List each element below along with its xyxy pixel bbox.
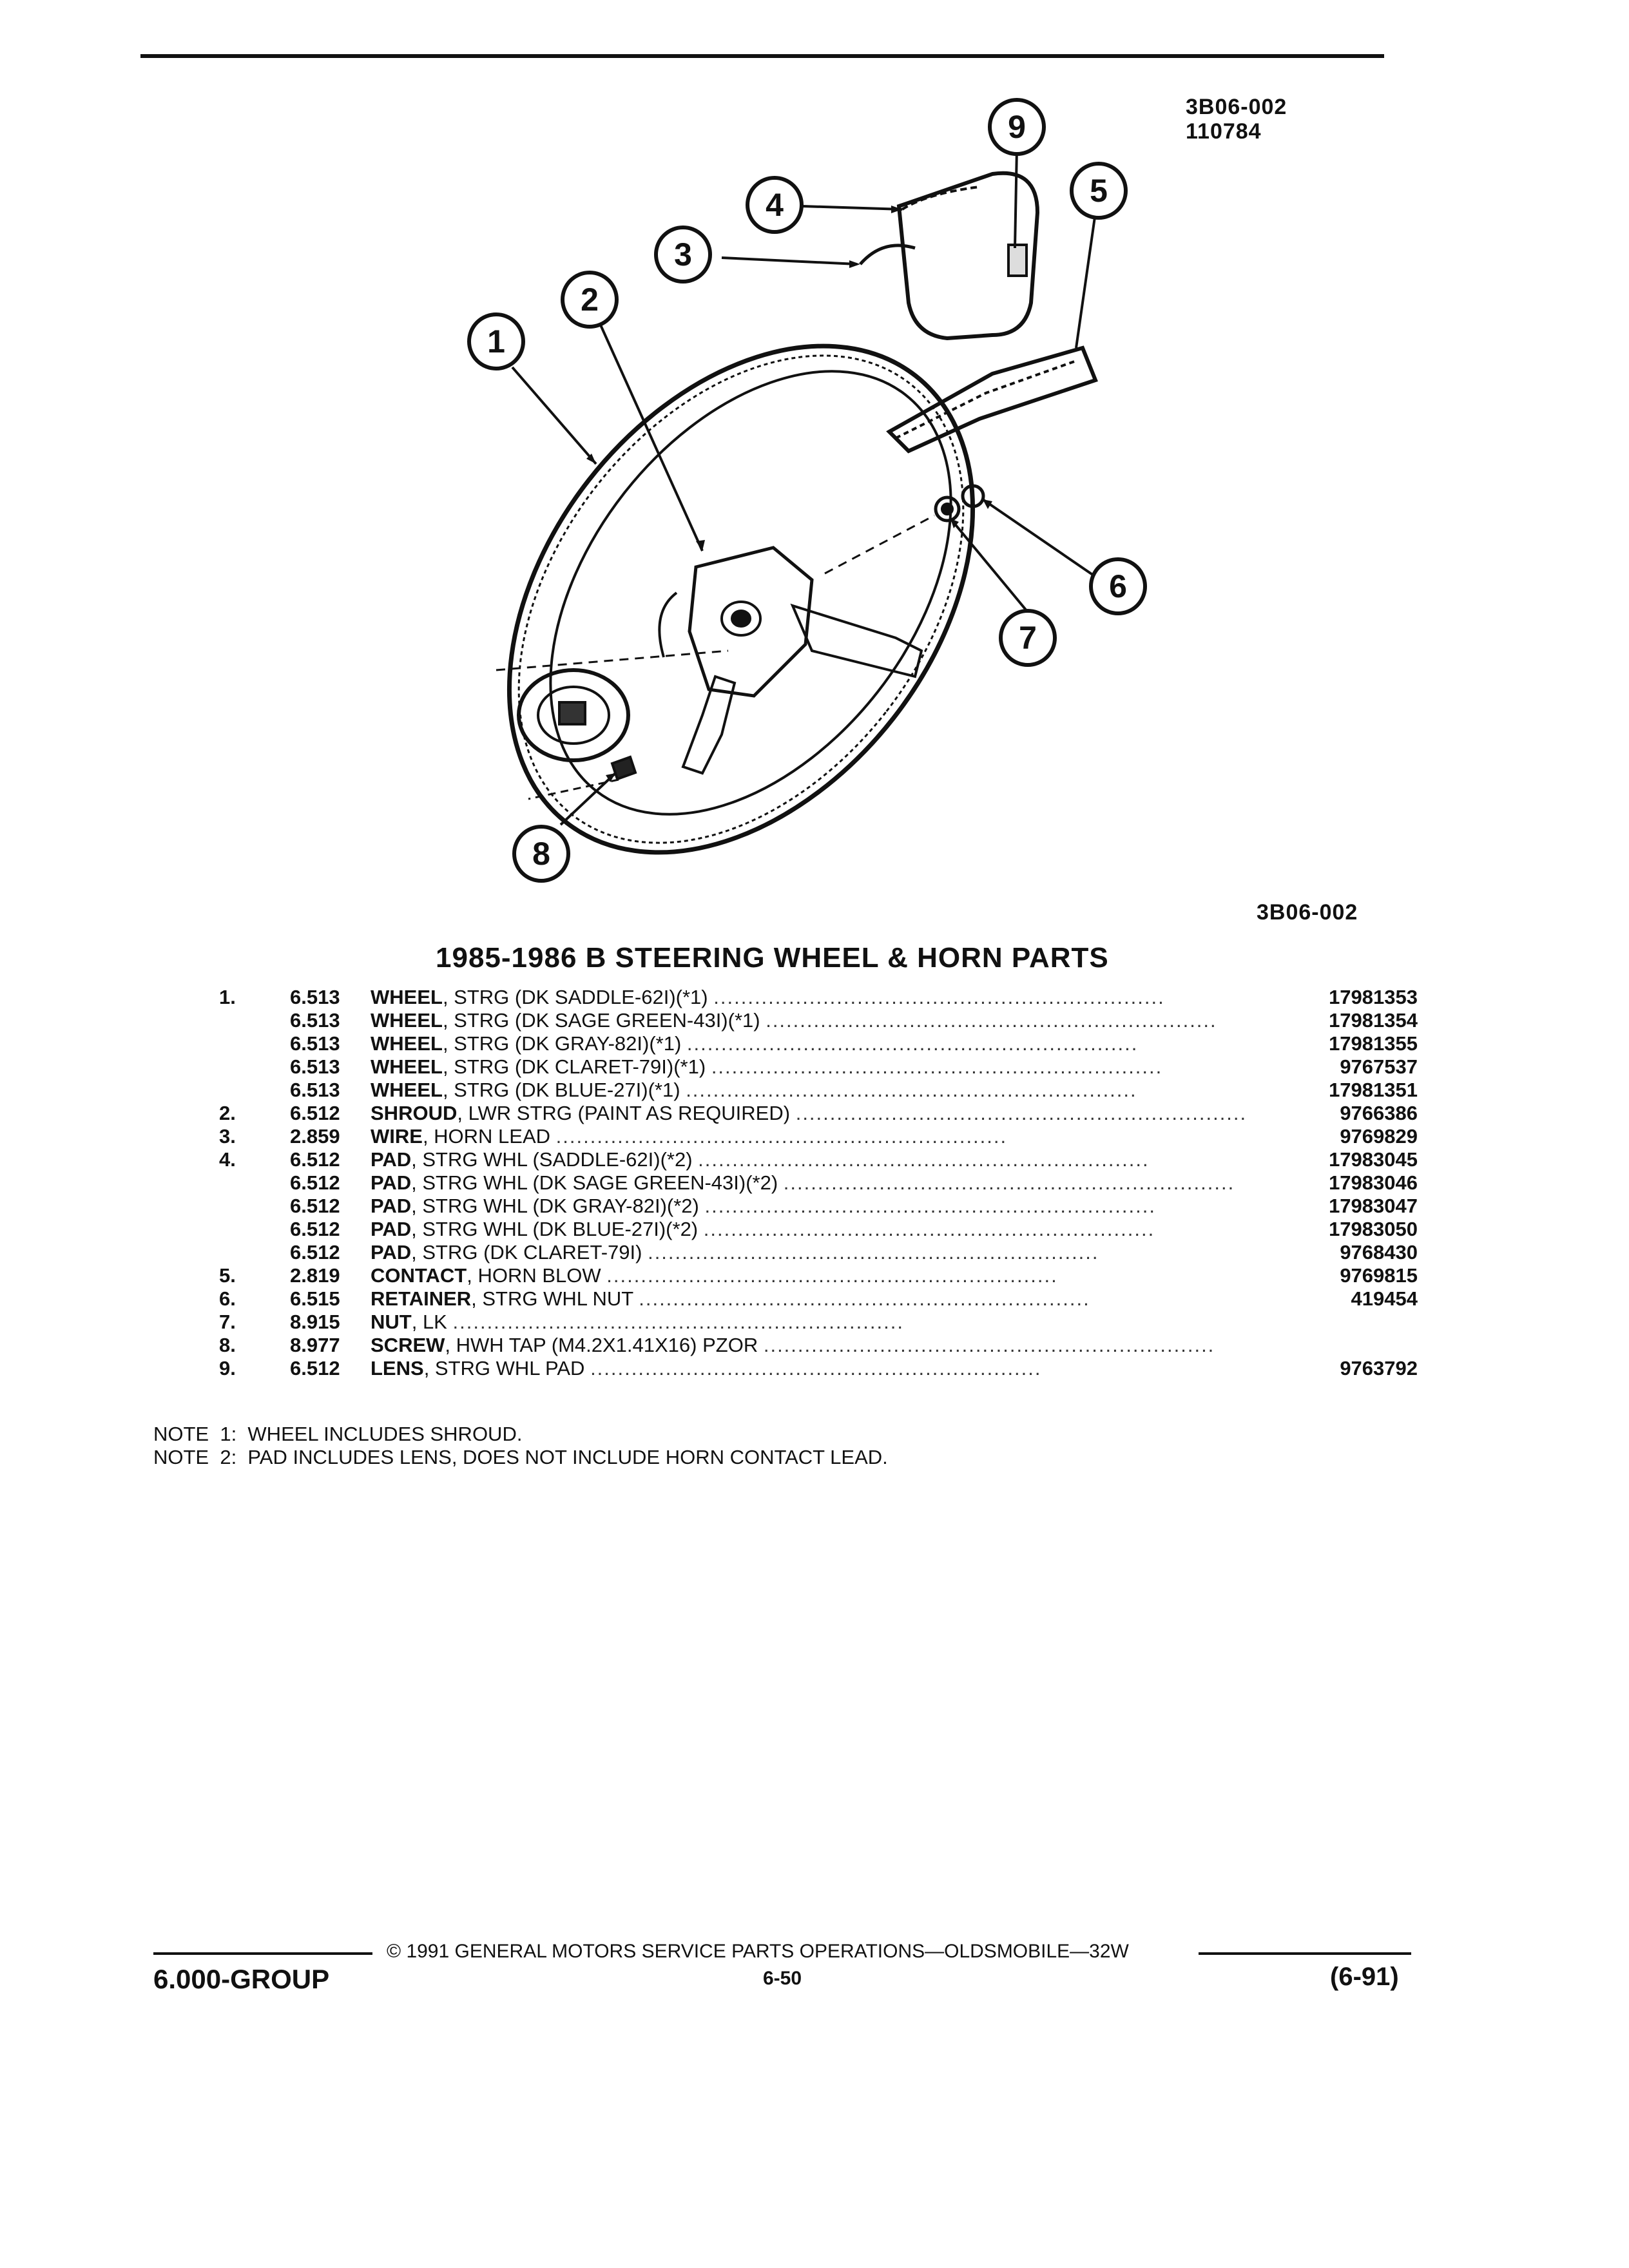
- parts-row: 4. 6.512 PAD, STRG WHL (SADDLE-62I)(*2) .................................................................. 17983045: [219, 1148, 1418, 1171]
- part-name: NUT: [371, 1311, 412, 1333]
- parts-row: 7. 8.915 NUT, LK ..................................................................: [219, 1311, 904, 1333]
- notes: [153, 1423, 888, 1469]
- part-description: , STRG (DK GRAY-82I)(*1): [442, 1032, 682, 1055]
- group-number: 6.512: [290, 1195, 340, 1217]
- horn-lead-wire: [860, 245, 915, 264]
- callout-9: 9: [1008, 109, 1026, 145]
- group-number: 6.512: [290, 1241, 340, 1264]
- steering-wheel-rim-outer2: [428, 271, 1054, 928]
- parts-row: 1. 6.513 WHEEL, STRG (DK SADDLE-62I)(*1) .................................................................. 17981353: [219, 986, 1418, 1008]
- part-name: PAD: [371, 1148, 412, 1171]
- part-number: 17983045: [1329, 1148, 1418, 1171]
- part-number: 9769815: [1340, 1264, 1418, 1287]
- group-number: 6.513: [290, 1055, 340, 1078]
- group-number: 8.977: [290, 1334, 340, 1356]
- callout-4: 4: [766, 187, 784, 223]
- parts-row: 6.512 PAD, STRG WHL (DK SAGE GREEN-43I)(*2) .................................................................. 17983046: [290, 1171, 1418, 1194]
- part-number: 17981351: [1329, 1079, 1418, 1101]
- part-number: 419454: [1351, 1287, 1418, 1310]
- part-number: 9763792: [1340, 1357, 1418, 1379]
- parts-row: 6.513 WHEEL, STRG (DK CLARET-79I)(*1) .................................................................. 9767537: [290, 1055, 1418, 1078]
- item-number: 2.: [219, 1102, 236, 1124]
- pad-lens: [1008, 245, 1027, 276]
- part-name: WHEEL: [371, 986, 443, 1008]
- part-number: 9768430: [1340, 1241, 1418, 1264]
- footer-group: 6.000-GROUP: [153, 1964, 330, 1994]
- part-number: 17983047: [1329, 1195, 1418, 1217]
- group-number: 6.513: [290, 1009, 340, 1032]
- parts-row: 6.512 PAD, STRG WHL (DK GRAY-82I)(*2) .................................................................. 17983047: [290, 1195, 1418, 1217]
- part-number: 9767537: [1340, 1055, 1418, 1078]
- parts-row: 5. 2.819 CONTACT, HORN BLOW .................................................................. 9769815: [219, 1264, 1418, 1287]
- figure-date-code: 110784: [1186, 119, 1262, 144]
- item-number: 4.: [219, 1148, 236, 1171]
- part-number: 17981355: [1329, 1032, 1418, 1055]
- group-number: 6.512: [290, 1102, 340, 1124]
- callout-7: 7: [1019, 620, 1037, 656]
- part-number: 17983046: [1329, 1171, 1418, 1194]
- parts-row: 3. 2.859 WIRE, HORN LEAD .................................................................. 9769829: [219, 1125, 1418, 1148]
- group-number: 8.915: [290, 1311, 340, 1333]
- group-number: 6.512: [290, 1218, 340, 1240]
- part-description: , STRG (DK SAGE GREEN-43I)(*1): [442, 1009, 760, 1032]
- footer-rule-right: [1199, 1952, 1411, 1955]
- part-name: LENS: [371, 1357, 424, 1379]
- figure-id: 3B06-002: [1186, 95, 1287, 119]
- part-description: , HORN LEAD: [422, 1125, 551, 1148]
- callout-1: 1: [487, 323, 505, 360]
- part-number: 9769829: [1340, 1125, 1418, 1148]
- item-number: 5.: [219, 1264, 236, 1287]
- screw-part: [612, 757, 635, 779]
- footer-rule-left: [153, 1952, 372, 1955]
- group-number: 6.513: [290, 1079, 340, 1101]
- parts-row: 8. 8.977 SCREW, HWH TAP (M4.2X1.41X16) PZOR ..................................................................: [219, 1334, 1215, 1356]
- part-description: , STRG WHL (DK SAGE GREEN-43I)(*2): [411, 1171, 778, 1194]
- parts-row: 6.513 WHEEL, STRG (DK BLUE-27I)(*1) .................................................................. 17981351: [290, 1079, 1418, 1101]
- part-description: , STRG WHL (DK BLUE-27I)(*2): [411, 1218, 699, 1240]
- part-name: PAD: [371, 1241, 412, 1264]
- group-number: 6.512: [290, 1148, 340, 1171]
- part-description: , STRG (DK CLARET-79I)(*1): [442, 1055, 706, 1078]
- part-description: , LK: [411, 1311, 447, 1333]
- steering-wheel-rim-inner: [469, 296, 1032, 890]
- part-description: , LWR STRG (PAINT AS REQUIRED): [457, 1102, 791, 1124]
- part-name: SCREW: [371, 1334, 445, 1356]
- group-number: 6.513: [290, 1032, 340, 1055]
- callout-8: 8: [532, 836, 550, 872]
- part-description: , STRG WHL (DK GRAY-82I)(*2): [411, 1195, 699, 1217]
- part-name: PAD: [371, 1195, 412, 1217]
- part-number: 17981353: [1329, 986, 1418, 1008]
- part-name: SHROUD: [371, 1102, 458, 1124]
- callout-6: 6: [1109, 568, 1127, 604]
- group-number: 6.515: [290, 1287, 340, 1310]
- callout-5: 5: [1090, 173, 1108, 209]
- group-number: 6.512: [290, 1171, 340, 1194]
- note-1: NOTE 1: WHEEL INCLUDES SHROUD.: [153, 1423, 523, 1445]
- item-number: 7.: [219, 1311, 236, 1333]
- part-name: PAD: [371, 1218, 412, 1240]
- group-number: 6.512: [290, 1357, 340, 1379]
- part-name: WHEEL: [371, 1079, 443, 1101]
- wheel-spoke-right: [793, 606, 921, 677]
- group-number: 2.819: [290, 1264, 340, 1287]
- parts-row: 9. 6.512 LENS, STRG WHL PAD .................................................................. 9763792: [219, 1357, 1418, 1379]
- part-name: RETAINER: [371, 1287, 472, 1310]
- part-description: , STRG (DK BLUE-27I)(*1): [442, 1079, 680, 1101]
- parts-row: 2. 6.512 SHROUD, LWR STRG (PAINT AS REQUIRED) .................................................................. 9766386: [219, 1102, 1418, 1124]
- part-name: PAD: [371, 1171, 412, 1194]
- note-2: NOTE 2: PAD INCLUDES LENS, DOES NOT INCLUDE HORN CONTACT LEAD.: [153, 1446, 888, 1468]
- footer-copyright: © 1991 GENERAL MOTORS SERVICE PARTS OPERATIONS—OLDSMOBILE—32W: [387, 1941, 1129, 1962]
- section-title: 1985-1986 B STEERING WHEEL & HORN PARTS: [436, 942, 1109, 974]
- lower-shroud-piece: [889, 348, 1095, 451]
- parts-row: 6. 6.515 RETAINER, STRG WHL NUT .................................................................. 419454: [219, 1287, 1418, 1310]
- item-number: 9.: [219, 1357, 236, 1379]
- part-name: CONTACT: [371, 1264, 467, 1287]
- part-description: , HORN BLOW: [467, 1264, 601, 1287]
- group-number: 6.513: [290, 986, 340, 1008]
- part-description: , STRG (DK SADDLE-62I)(*1): [442, 986, 708, 1008]
- parts-row: 6.513 WHEEL, STRG (DK GRAY-82I)(*1) .................................................................. 17981355: [290, 1032, 1418, 1055]
- part-description: , STRG (DK CLARET-79I): [411, 1241, 642, 1264]
- part-description: , HWH TAP (M4.2X1.41X16) PZOR: [445, 1334, 758, 1356]
- figure-id-bottom: 3B06-002: [1257, 900, 1358, 925]
- callout-2: 2: [581, 282, 599, 318]
- item-number: 8.: [219, 1334, 236, 1356]
- footer-page: 6-50: [763, 1968, 802, 1989]
- footer-date: (6-91): [1330, 1963, 1399, 1991]
- part-description: , STRG WHL PAD: [423, 1357, 585, 1379]
- part-name: WIRE: [371, 1125, 423, 1148]
- parts-row: 6.512 PAD, STRG WHL (DK BLUE-27I)(*2) .................................................................. 17983050: [290, 1218, 1418, 1240]
- item-number: 6.: [219, 1287, 236, 1310]
- parts-row: 6.513 WHEEL, STRG (DK SAGE GREEN-43I)(*1) .................................................................. 17981354: [290, 1009, 1418, 1032]
- part-number: 9766386: [1340, 1102, 1418, 1124]
- part-name: WHEEL: [371, 1032, 443, 1055]
- part-description: , STRG WHL (SADDLE-62I)(*2): [411, 1148, 693, 1171]
- parts-row: 6.512 PAD, STRG (DK CLARET-79I) .................................................................. 9768430: [290, 1241, 1418, 1264]
- part-name: WHEEL: [371, 1055, 443, 1078]
- part-description: , STRG WHL NUT: [471, 1287, 633, 1310]
- item-number: 1.: [219, 986, 236, 1008]
- callout-3: 3: [674, 236, 692, 273]
- group-number: 2.859: [290, 1125, 340, 1148]
- parts-list: [219, 986, 1418, 1380]
- part-name: WHEEL: [371, 1009, 443, 1032]
- part-number: 17983050: [1329, 1218, 1418, 1240]
- item-number: 3.: [219, 1125, 236, 1148]
- part-number: 17981354: [1329, 1009, 1418, 1032]
